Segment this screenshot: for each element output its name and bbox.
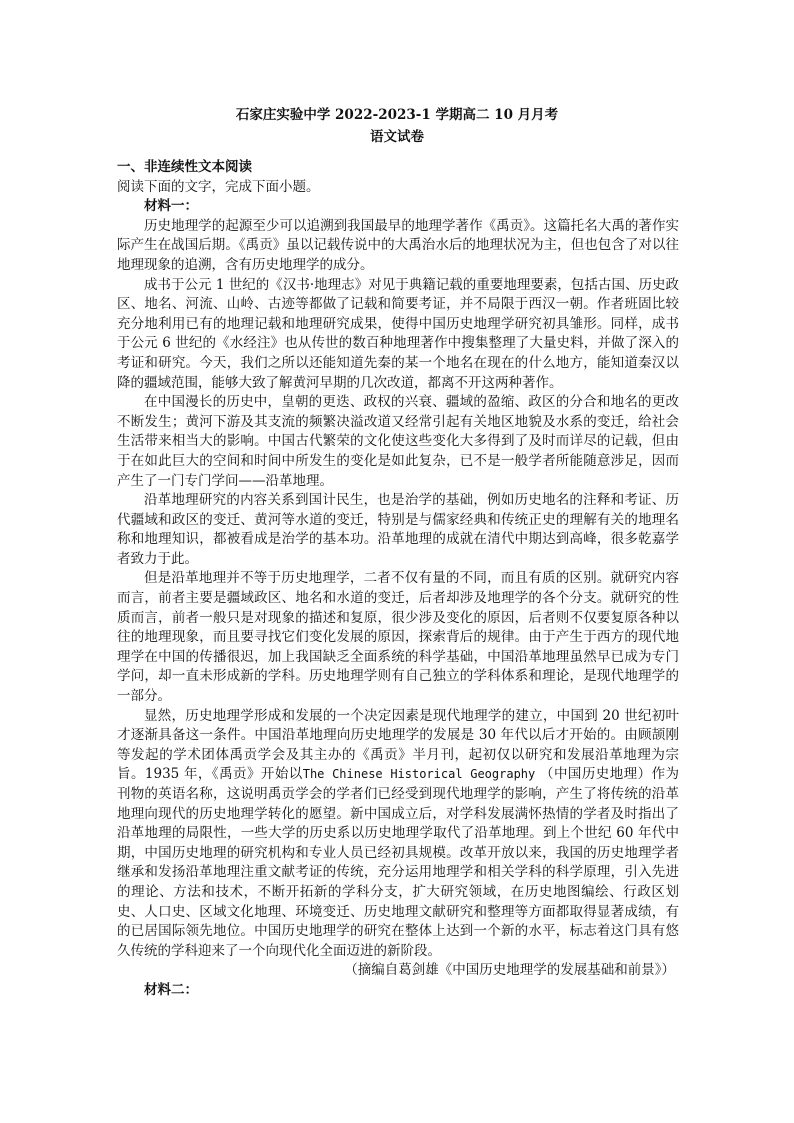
- paragraph-6-text-b: （中国历史地理）作为刊物的英语名称，这说明禹贡学会的学者们已经受到现代地理学的影响，产生了将传统的沿革地理向现代的历史地理学转化的愿望。新中国成立后，对学科发展满怀热情的学者及时指出了沿革地理的局限性，一些大学的历史系以历史地理学取代了沿革地理。到上个世纪 60 年代中期，中国历史地理的研究机构和专业人员已经初具规模。改革开放以来，我国的历史地理学者继承和发扬沿革地理注重文献考证的传统，充分运用地理学和相关学科的科学原理，引入先进的理论、方法和技术，不断开拓新的学科分支，扩大研究领域，在历史地图编绘、行政区划史、人口史、区域文化地理、环境变迁、历史地理文献研究和整理等方面都取得显著成绩，有的已居国际领先地位。中国历史地理学的研究在整体上达到一个新的水平，标志着这门具有悠久传统的学科迎来了一个向现代化全面迈进的新阶段。: [117, 766, 680, 959]
- material-one-paragraph-5: 但是沿革地理并不等于历史地理学，二者不仅有量的不同，而且有质的区别。就研究内容而言，前者主要是疆域政区、地名和水道的变迁，后者却涉及地理学的各个分支。就研究的性质而言，前者一般只是对现象的描述和复原，很少涉及变化的原因，后者则不仅要复原各种以往的地理现象，而且要寻找它们变化发展的原因，探索背后的规律。由于产生于西方的现代地理学在中国的传播很迟，加上我国缺乏全面系统的科学基础，中国沿革地理虽然早已成为专门学问，却一直未形成新的学科。历史地理学则有自己独立的学科体系和理论，是现代地理学的一部分。: [117, 570, 679, 705]
- material-one-paragraph-4: 沿革地理研究的内容关系到国计民生，也是治学的基础，例如历史地名的注释和考证、历代疆域和政区的变迁、黄河等水道的变迁，特别是与儒家经典和传统正史的理解有关的地理名称和地理知识，都被看成是治学的基本功。沿革地理的成就在清代中期达到高峰，很多乾嘉学者致力于此。: [117, 492, 679, 567]
- exam-subtitle: 语文试卷: [370, 129, 424, 145]
- journal-english-name: The Chinese Historical Geography: [302, 767, 536, 782]
- section-instruction: 阅读下面的文字，完成下面小题。: [117, 178, 320, 195]
- material-one-paragraph-3: 在中国漫长的历史中，皇朝的更迭、政权的兴衰、疆域的盈缩、政区的分合和地名的更改不断发生；黄河下游及其支流的频繁决溢改道又经常引起有关地区地貌及水系的变迁，给社会生活带来相当大的影响。中国古代繁荣的文化使这些变化大多得到了及时而详尽的记载，但由于在如此巨大的空间和时间中所发生的变化是如此复杂，已不是一般学者所能随意涉足，因而产生了一门专门学问——沿革地理。: [117, 394, 679, 489]
- material-one-label: 材料一：: [144, 198, 198, 215]
- material-two-label: 材料二：: [144, 981, 198, 998]
- paragraph-6-text-a: 显然，历史地理学形成和发展的一个决定因素是现代地理学的建立，中国到 20 世纪初叶才逐渐具备这一条件。中国沿革地理向历史地理学的发展是 30 年代以后才开始的。由顾颉刚等发起的学术团体禹贡学会及其主办的《禹贡》半月刊，起初仅以研究和发展沿革地理为宗旨。1935 年，《禹贡》开始以: [117, 707, 679, 783]
- material-one-paragraph-2: 成书于公元 1 世纪的《汉书·地理志》对见于典籍记载的重要地理要素，包括古国、历史政区、地名、河流、山岭、古迹等都做了记载和简要考证，并不局限于西汉一朝。作者班固比较充分地利用已有的地理记载和地理研究成果，使得中国历史地理学研究初具雏形。同样，成书于公元 6 世纪的《水经注》也从传世的数百种地理著作中搜集整理了大量史料，并做了深入的考证和研究。今天，我们之所以还能知道先秦的某一个地名在现在的什么地方，能知道秦汉以降的疆域范围，能够大致了解黄河早期的几次改道，都离不开这两种著作。: [117, 276, 679, 391]
- material-one-source: （摘编自葛剑雄《中国历史地理学的发展基础和前景》）: [344, 962, 675, 979]
- exam-title: 石家庄实验中学 2022-2023-1 学期高二 10 月月考: [235, 107, 559, 123]
- exam-content: [117, 158, 679, 1001]
- material-one-paragraph-1: 历史地理学的起源至少可以追溯到我国最早的地理学著作《禹贡》。这篇托名大禹的著作实际产生在战国后期。《禹贡》虽以记载传说中的大禹治水后的地理状况为主，但也包含了对以往地理现象的追溯，含有历史地理学的成分。: [117, 217, 679, 273]
- section-heading: 一、非连续性文本阅读: [117, 159, 252, 175]
- material-one-paragraph-6: [117, 707, 679, 962]
